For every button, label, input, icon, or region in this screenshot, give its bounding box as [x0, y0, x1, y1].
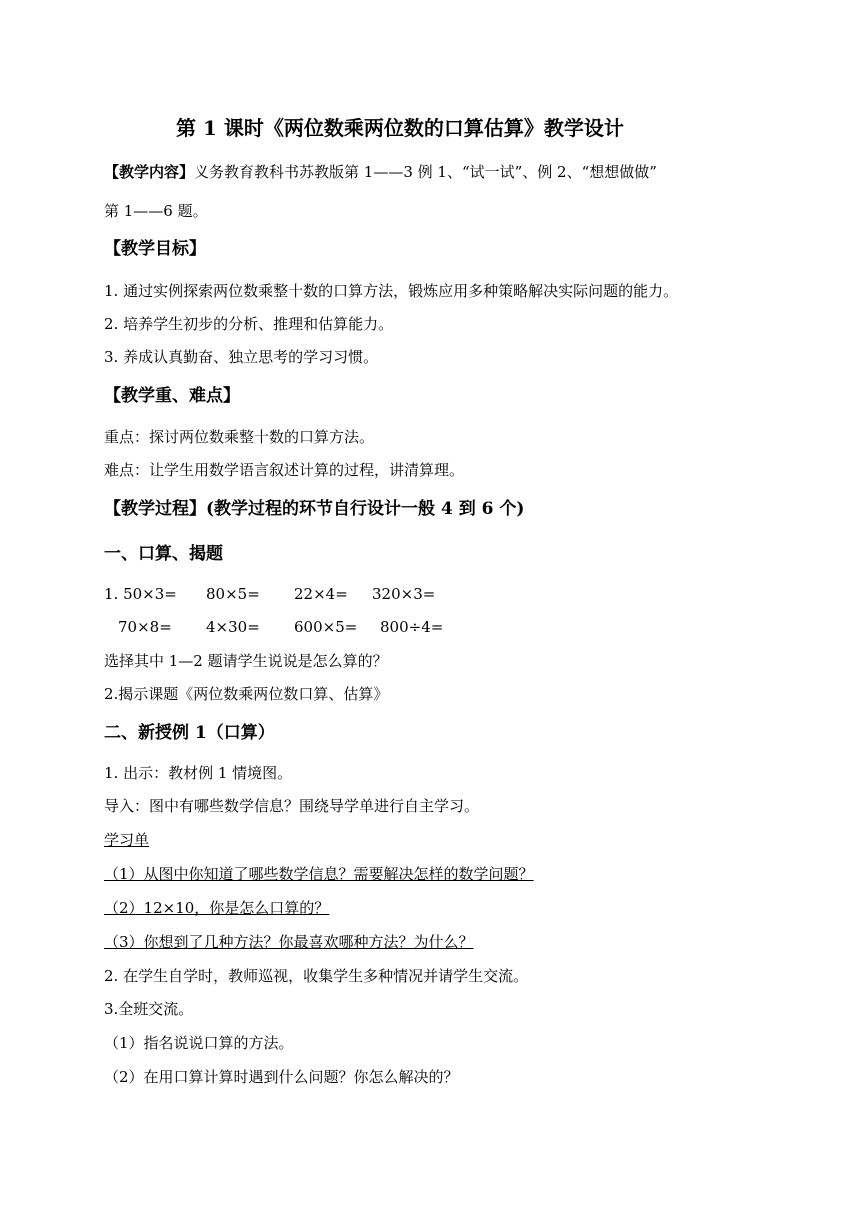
oral-calc-item: 320×3=: [372, 585, 436, 603]
oral-calc-row: [104, 584, 604, 604]
oral-calc-item: 4×30=: [206, 618, 260, 636]
oral-calc-item: 22×4=: [294, 585, 348, 603]
goal-item: 1. 通过实例探索两位数乘整十数的口算方法，锻炼应用多种策略解决实际问题的能力。: [104, 282, 679, 300]
page-title: 第 1 课时《两位数乘两位数的口算估算》教学设计: [176, 116, 624, 140]
exchange-sub-item: （1）指名说说口算的方法。: [104, 1034, 294, 1052]
difficult-point: 难点：让学生用数学语言叙述计算的过程，讲清算理。: [104, 461, 465, 479]
select-text: 选择其中 1—2 题请学生说说是怎么算的？: [104, 652, 388, 670]
content-heading: 【教学内容】: [104, 163, 195, 181]
study-sheet-title: 学习单: [104, 831, 150, 849]
study-sheet-item: （2）12×10，你是怎么口算的？: [104, 899, 330, 917]
oral-calc-item: 800÷4=: [380, 618, 444, 636]
exchange-text: 3.全班交流。: [104, 1000, 194, 1018]
oral-calc-item: 600×5=: [294, 618, 358, 636]
content-continuation: 第 1——6 题。: [104, 202, 208, 220]
show-text: 1. 出示：教材例 1 情境图。: [104, 764, 293, 782]
study-sheet-item: （1）从图中你知道了哪些数学信息？需要解决怎样的数学问题？: [104, 865, 534, 883]
section2-heading: 二、新授例 1（口算）: [104, 723, 275, 743]
goal-item: 3. 养成认真勤奋、独立思考的学习习惯。: [104, 348, 379, 366]
goal-item: 2. 培养学生初步的分析、推理和估算能力。: [104, 315, 394, 333]
exchange-sub-item: （2）在用口算计算时遇到什么问题？你怎么解决的？: [104, 1068, 459, 1086]
study-sheet-item: （3）你想到了几种方法？你最喜欢哪种方法？为什么？: [104, 933, 474, 951]
content-text: 义务教育教科书苏教版第 1——3 例 1、“试一试”、例 2、“想想做做”: [194, 163, 657, 181]
goals-heading: 【教学目标】: [104, 239, 206, 259]
oral-calc-item: 70×8=: [118, 618, 172, 636]
key-point: 重点：探讨两位数乘整十数的口算方法。: [104, 428, 375, 446]
reveal-text: 2.揭示课题《两位数乘两位数口算、估算》: [104, 685, 389, 703]
keypoints-heading: 【教学重、难点】: [104, 386, 240, 406]
section1-heading: 一、口算、揭题: [104, 544, 223, 564]
patrol-text: 2. 在学生自学时，教师巡视，收集学生多种情况并请学生交流。: [104, 967, 529, 985]
oral-calc-item: 80×5=: [206, 585, 260, 603]
oral-calc-item: 1. 50×3=: [104, 585, 177, 603]
intro-text: 导入：图中有哪些数学信息？围绕导学单进行自主学习。: [104, 797, 480, 815]
content-paragraph: [104, 162, 657, 182]
oral-calc-row: [104, 617, 604, 637]
process-heading: 【教学过程】(教学过程的环节自行设计一般 4 到 6 个): [104, 499, 525, 519]
